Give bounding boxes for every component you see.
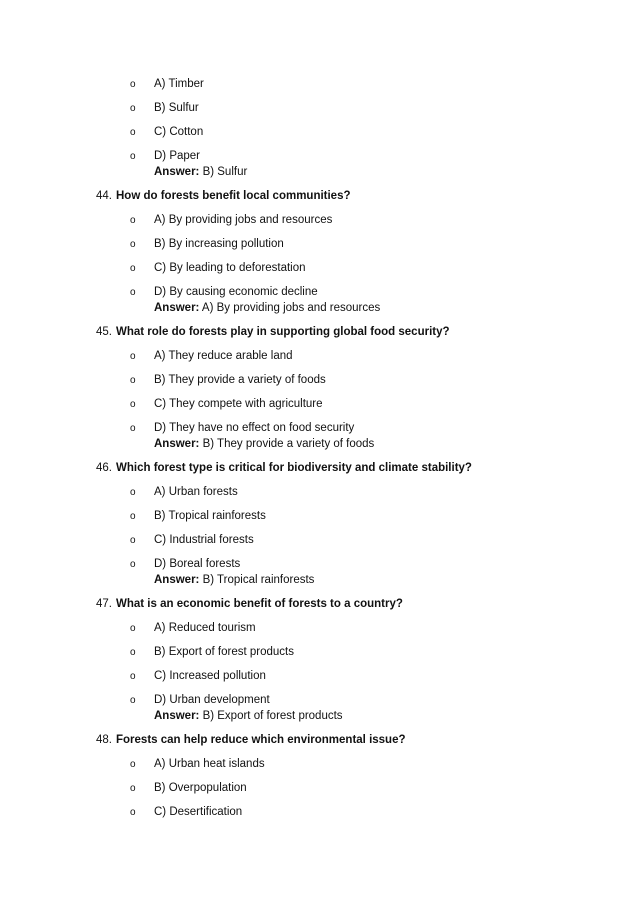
bullet: o: [130, 783, 136, 794]
question-heading: [96, 324, 450, 340]
bullet: o: [130, 559, 136, 570]
option-text: C) Industrial forests: [154, 534, 254, 546]
bullet: o: [130, 239, 136, 250]
bullet: o: [130, 127, 136, 138]
bullet: o: [130, 535, 136, 546]
option-d: [130, 420, 354, 437]
bullet: o: [130, 647, 136, 658]
option-a: [130, 212, 332, 229]
option-text: B) Tropical rainforests: [154, 510, 266, 522]
option-text: A) Urban forests: [154, 486, 238, 498]
bullet: o: [130, 351, 136, 362]
answer-line: [154, 164, 247, 180]
answer-label: Answer:: [154, 166, 200, 178]
question-text: What role do forests play in supporting global food security?: [116, 326, 450, 338]
option-d: [130, 556, 240, 573]
option-a: [130, 620, 256, 637]
option-b: [130, 780, 247, 797]
option-text: A) Timber: [154, 78, 204, 90]
option-c: [130, 668, 266, 685]
option-b: [130, 372, 326, 389]
bullet: o: [130, 287, 136, 298]
bullet: o: [130, 399, 136, 410]
answer-line: [154, 572, 314, 588]
bullet: o: [130, 807, 136, 818]
option-text: C) They compete with agriculture: [154, 398, 323, 410]
question-heading: [96, 732, 406, 748]
option-text: B) Overpopulation: [154, 782, 247, 794]
option-text: D) By causing economic decline: [154, 286, 318, 298]
bullet: o: [130, 423, 136, 434]
answer-label: Answer:: [154, 302, 200, 314]
option-text: C) Desertification: [154, 806, 243, 818]
option-c: [130, 124, 203, 141]
answer-label: Answer:: [154, 438, 200, 450]
option-text: A) By providing jobs and resources: [154, 214, 333, 226]
bullet: o: [130, 103, 136, 114]
question-number: 46.: [96, 462, 112, 474]
bullet: o: [130, 487, 136, 498]
bullet: o: [130, 79, 136, 90]
option-c: [130, 260, 306, 277]
option-c: [130, 532, 254, 549]
option-d: [130, 692, 270, 709]
question-text: What is an economic benefit of forests to a country?: [116, 598, 403, 610]
answer-text: B) Export of forest products: [199, 710, 343, 722]
option-text: A) They reduce arable land: [154, 350, 293, 362]
option-a: [130, 348, 293, 365]
option-b: [130, 644, 294, 661]
option-text: B) They provide a variety of foods: [154, 374, 326, 386]
question-number: 45.: [96, 326, 112, 338]
option-c: [130, 804, 242, 821]
bullet: o: [130, 623, 136, 634]
option-text: D) They have no effect on food security: [154, 422, 355, 434]
option-text: D) Urban development: [154, 694, 270, 706]
bullet: o: [130, 511, 136, 522]
option-a: [130, 756, 265, 773]
option-b: [130, 236, 284, 253]
option-text: C) Cotton: [154, 126, 204, 138]
bullet: o: [130, 151, 136, 162]
option-text: B) Export of forest products: [154, 646, 294, 658]
answer-line: [154, 300, 380, 316]
answer-label: Answer:: [154, 574, 200, 586]
answer-line: [154, 436, 374, 452]
bullet: o: [130, 375, 136, 386]
option-text: B) By increasing pollution: [154, 238, 284, 250]
option-c: [130, 396, 323, 413]
question-heading: [96, 460, 472, 476]
answer-text: B) Tropical rainforests: [199, 574, 315, 586]
option-a: [130, 76, 204, 93]
bullet: o: [130, 695, 136, 706]
option-text: A) Urban heat islands: [154, 758, 265, 770]
option-text: D) Paper: [154, 150, 201, 162]
question-text: Which forest type is critical for biodiversity and climate stability?: [116, 462, 472, 474]
bullet: o: [130, 263, 136, 274]
option-text: A) Reduced tourism: [154, 622, 256, 634]
option-a: [130, 484, 238, 501]
question-number: 48.: [96, 734, 112, 746]
option-b: [130, 508, 266, 525]
answer-line: [154, 708, 343, 724]
option-b: [130, 100, 199, 117]
option-d: [130, 284, 318, 301]
option-text: C) Increased pollution: [154, 670, 266, 682]
option-text: B) Sulfur: [154, 102, 199, 114]
question-number: 47.: [96, 598, 112, 610]
answer-label: Answer:: [154, 710, 200, 722]
question-text: Forests can help reduce which environmental issue?: [116, 734, 406, 746]
question-text: How do forests benefit local communities?: [116, 190, 351, 202]
bullet: o: [130, 759, 136, 770]
answer-text: B) Sulfur: [199, 166, 248, 178]
option-text: D) Boreal forests: [154, 558, 241, 570]
answer-text: A) By providing jobs and resources: [199, 302, 381, 314]
question-heading: [96, 188, 351, 204]
answer-text: B) They provide a variety of foods: [199, 438, 375, 450]
option-text: C) By leading to deforestation: [154, 262, 306, 274]
bullet: o: [130, 671, 136, 682]
bullet: o: [130, 215, 136, 226]
option-d: [130, 148, 200, 165]
question-number: 44.: [96, 190, 112, 202]
question-heading: [96, 596, 403, 612]
